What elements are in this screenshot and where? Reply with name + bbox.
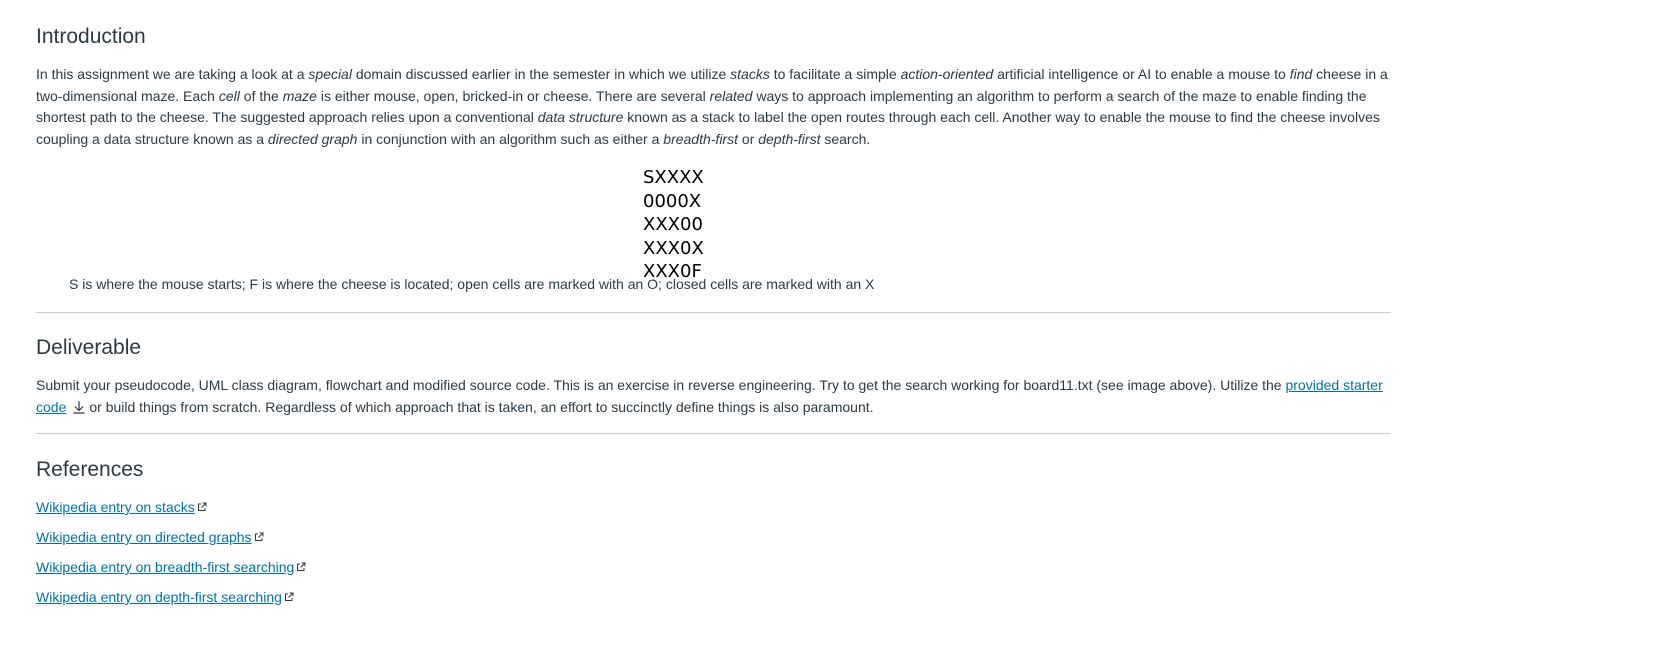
directed-graphs-wiki-link[interactable]: Wikipedia entry on directed graphs	[36, 529, 252, 545]
maze-diagram	[643, 166, 704, 284]
maze-row: 0000X	[643, 190, 702, 212]
paragraph-text: of the	[239, 87, 283, 104]
paragraph-text: or	[737, 130, 759, 147]
emphasized-term: directed graph	[267, 130, 358, 147]
paragraph-text: to facilitate a simple	[769, 66, 901, 82]
emphasized-term: maze	[282, 87, 317, 104]
deliverable-text: Submit your pseudocode, UML class diagram, flowchart and modified source code. This is an exercise in reverse engineering. Try to get the search working for board11.txt (see image above). Utilize the	[36, 377, 1286, 393]
references-heading: References	[36, 458, 144, 481]
starter-code-link[interactable]: provided starter code	[36, 377, 1383, 415]
deliverable-text-after: or build things from scratch. Regardless of which approach that is taken, an effort to succinctly define things is also paramount.	[89, 398, 874, 415]
emphasized-term: data structure	[537, 109, 624, 125]
external-link-icon	[284, 589, 294, 599]
emphasized-term: action-oriented	[900, 66, 994, 82]
maze-caption: S is where the mouse starts; F is where the cheese is located; open cells are marked with an O; closed cells are marked with an X	[69, 276, 875, 292]
emphasized-term: related	[709, 87, 753, 104]
maze-row: XXX0X	[643, 237, 704, 259]
reference-item	[36, 559, 306, 575]
depth-first-wiki-link[interactable]: Wikipedia entry on depth-first searching	[36, 589, 282, 605]
emphasized-term: depth-first	[758, 130, 821, 147]
paragraph-text: artificial intelligence or AI to enable a mouse to	[993, 66, 1290, 82]
introduction-heading: Introduction	[36, 25, 146, 48]
external-link-icon	[296, 559, 306, 569]
emphasized-term: stacks	[730, 66, 770, 82]
section-divider	[36, 433, 1391, 434]
external-link-icon	[254, 529, 264, 539]
emphasized-term: breadth-first	[663, 130, 738, 147]
maze-row: SXXXX	[643, 167, 704, 188]
reference-item	[36, 529, 264, 545]
emphasized-term: find	[1289, 66, 1313, 82]
paragraph-text: is either mouse, open, bricked-in or cheese. There are several	[316, 87, 710, 104]
stacks-wiki-link[interactable]: Wikipedia entry on stacks	[36, 499, 195, 515]
external-link-icon	[197, 499, 207, 509]
paragraph-text: search.	[820, 130, 871, 147]
emphasized-term: special	[308, 66, 352, 82]
paragraph-text: domain discussed earlier in the semester in which we utilize	[351, 66, 731, 82]
breadth-first-wiki-link[interactable]: Wikipedia entry on breadth-first searching	[36, 559, 295, 575]
paragraph-text: known as a stack to label the open routes through each cell. Another way to enable the mouse to find the cheese involves coupling a data structure known as a	[36, 109, 1380, 147]
reference-item	[36, 589, 294, 605]
paragraph-text: In this assignment we are taking a look at a	[36, 66, 309, 82]
introduction-paragraph	[36, 64, 1391, 150]
section-divider	[36, 312, 1391, 313]
maze-row: XXX0F	[643, 261, 702, 282]
reference-item	[36, 499, 207, 515]
download-icon[interactable]	[72, 399, 86, 413]
paragraph-text: in conjunction with an algorithm such as either a	[357, 130, 664, 147]
deliverable-paragraph	[36, 375, 1391, 418]
emphasized-term: cell	[218, 87, 240, 104]
maze-row: XXX00	[643, 214, 703, 235]
paragraph-text: cheese in a two-dimensional maze. Each	[36, 66, 1388, 104]
deliverable-heading: Deliverable	[36, 336, 142, 359]
paragraph-text: ways to approach implementing an algorithm to perform a search of the maze to enable finding the shortest path to the cheese. The suggested approach relies upon a conventional	[36, 87, 1367, 125]
